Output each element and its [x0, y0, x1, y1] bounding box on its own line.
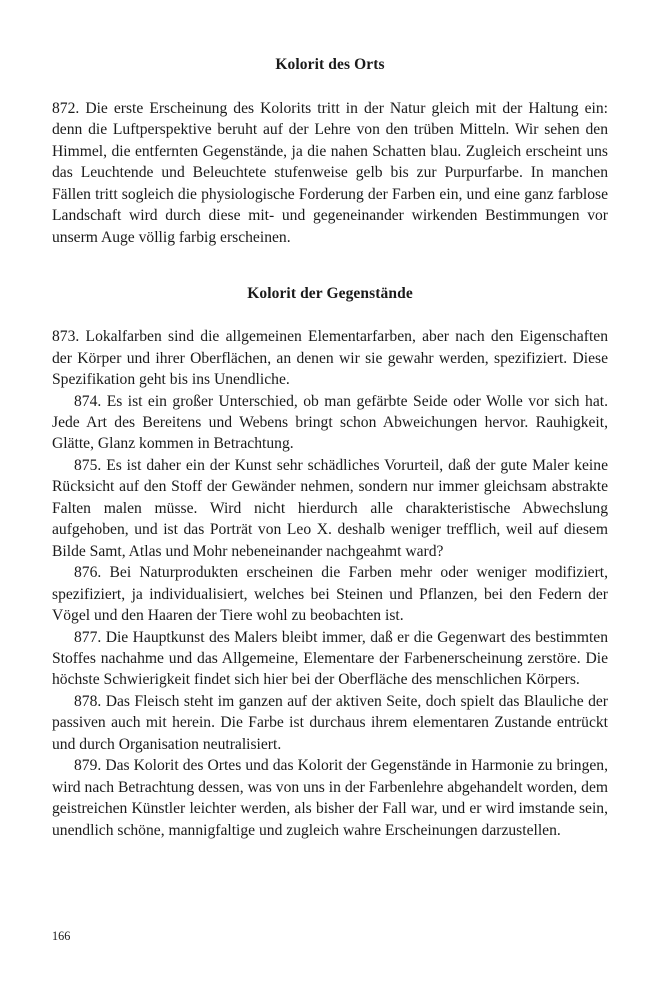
paragraph-879: 879. Das Kolorit des Ortes und das Kolorit der Gegenstände in Harmonie zu bringen, wird nach Betrachtung dessen, was von uns in der Farbenlehre abgehandelt worden, dem geistreichen Künstler leichter werden, als bisher der Fall war, und er wird imstande sein, unendlich schöne, mannigfaltige und zugleich wahre Erscheinungen darzustellen. — [52, 757, 608, 839]
paragraph-877: 877. Die Hauptkunst des Malers bleibt immer, daß er die Gegenwart des bestimmten Stoffes nachahme und das Allgemeine, Elementare der Farbenerscheinung zerstöre. Die höchste Schwierigkeit findet sich hier bei der Oberfläche des menschlichen Körpers. — [52, 628, 608, 689]
paragraph-876: 876. Bei Naturprodukten erscheinen die Farben mehr oder weniger modifiziert, spezifiziert, ja individualisiert, welches bei Steinen und Pflanzen, bei den Federn der Vögel und den Haaren der Tiere wohl zu beobachten ist. — [52, 564, 608, 625]
page-content — [52, 0, 608, 990]
heading-kolorit-des-orts: Kolorit des Orts — [275, 56, 385, 73]
heading-kolorit-der-gegenstaende: Kolorit der Gegenstände — [247, 285, 413, 303]
page-number: 166 — [52, 929, 71, 943]
paragraph-874: 874. Es ist ein großer Unterschied, ob man gefärbte Seide oder Wolle vor sich hat. Jede Art des Bereitens und Webens bringt schon Abweichungen hervor. Rauhigkeit, Glätte, Glanz kommen in Betrachtung. — [52, 392, 608, 453]
section-kolorit-der-gegenstaende — [52, 248, 608, 841]
paragraph-875: 875. Es ist daher ein der Kunst sehr schädliches Vorurteil, daß der gute Maler keine Rücksicht auf den Stoff der Gewänder nehmen, sondern nur immer gleichsam abstrakte Falten malen müsse. Wird nicht hierdurch alle charakteristische Abwechslung aufgehoben, und ist das Porträt von Leo X. deshalb weniger trefflich, weil auf diesem Bilde Samt, Atlas und Mohr nebeneinander nachgeahmt ward? — [52, 456, 608, 560]
paragraph-872: 872. Die erste Erscheinung des Kolorits tritt in der Natur gleich mit der Haltung ein: denn die Luftperspektive beruht auf der Lehre von den trüben Mitteln. Wir sehen den Himmel, die entfernten Gegenstände, ja die nahen Schatten blau. Zugleich erscheint uns das Leuchtende und Beleuchtete stufenweise gelb bis zur Purpurfarbe. In manchen Fällen tritt sogleich die physiologische Forderung der Farben ein, und eine ganz farblose Landschaft wird durch diese mit- und gegeneinander wirkenden Bestimmungen vor unserm Auge völlig farbig erscheinen. — [52, 100, 608, 246]
section-kolorit-des-orts — [52, 0, 608, 248]
paragraph-878: 878. Das Fleisch steht im ganzen auf der aktiven Seite, doch spielt das Blauliche der passiven auch mit herein. Die Farbe ist durchaus ihrem elementaren Zustande entrückt und durch Organisation neutralisiert. — [52, 692, 608, 753]
paragraph-873: 873. Lokalfarben sind die allgemeinen Elementarfarben, aber nach den Eigenschaften der Körper und ihrer Oberflächen, an denen wir sie gewahr werden, spezifiziert. Diese Spezifikation geht bis ins Unendliche. — [52, 328, 608, 389]
